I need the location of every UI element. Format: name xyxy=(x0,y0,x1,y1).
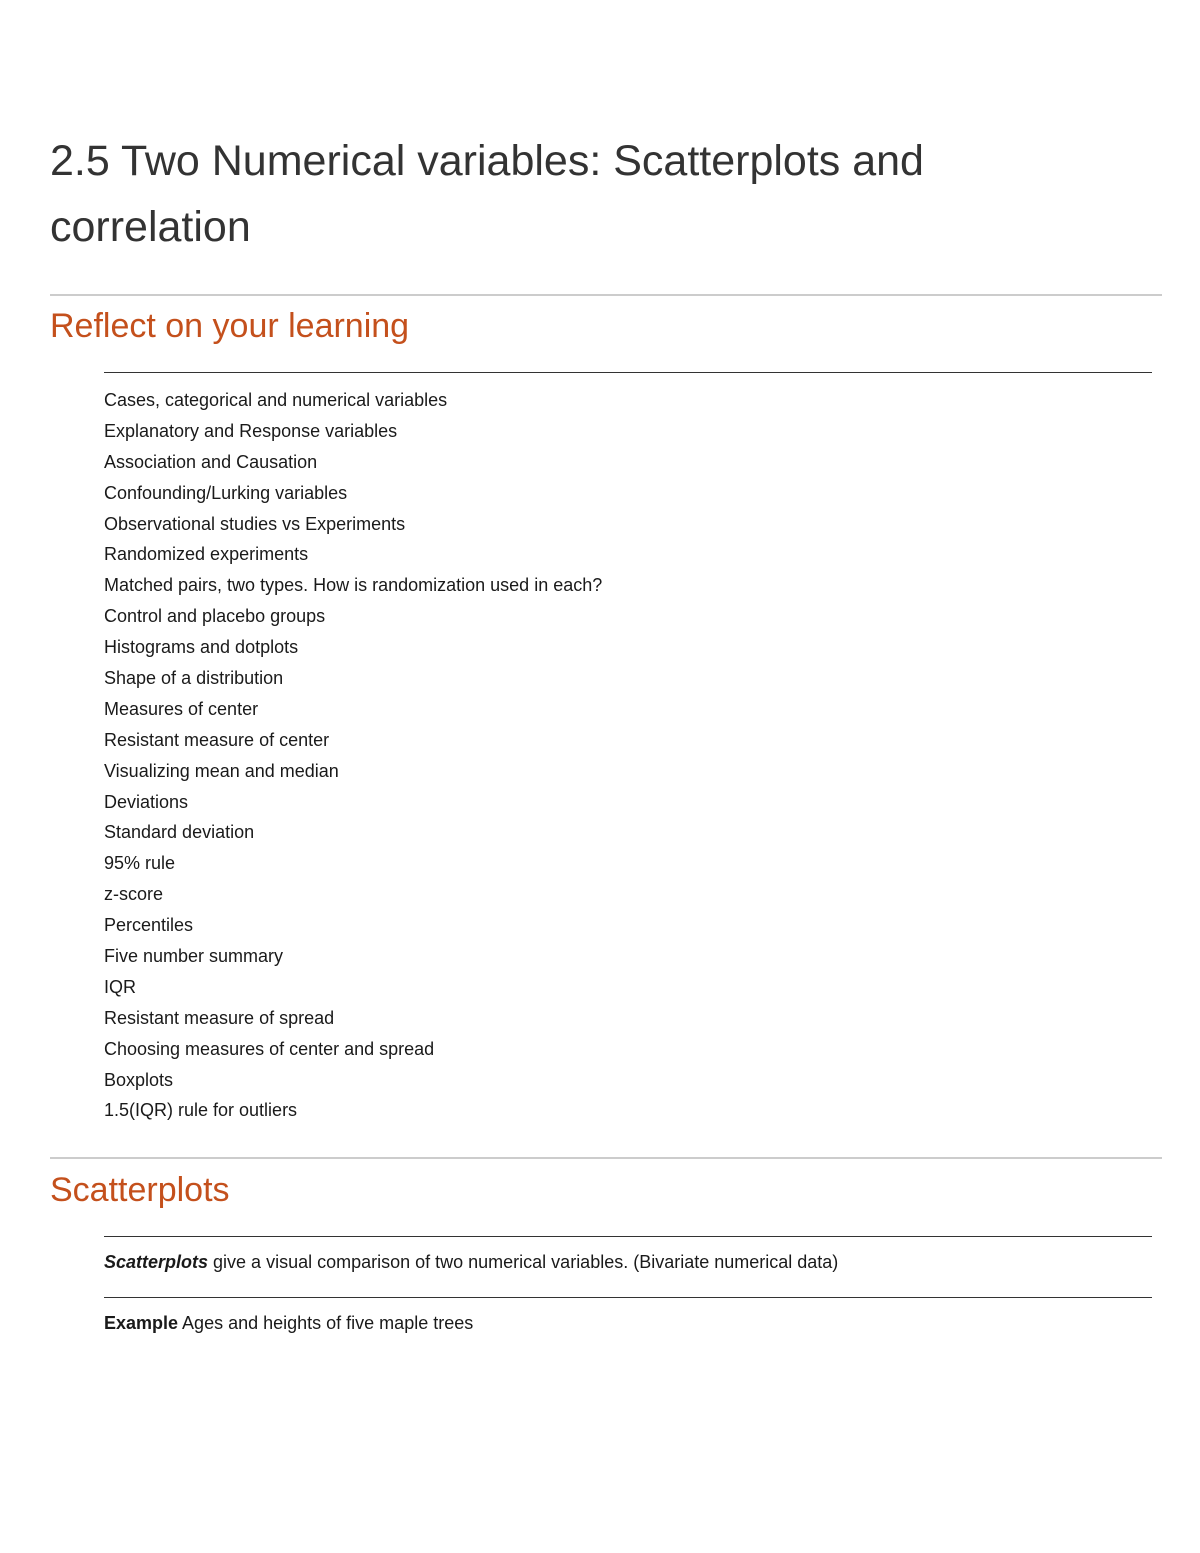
topic-item: 95% rule xyxy=(104,853,176,874)
topic-item: Matched pairs, two types. How is randomization used in each? xyxy=(104,575,603,596)
topic-item: Cases, categorical and numerical variables xyxy=(104,390,448,410)
topic-item: Percentiles xyxy=(104,915,194,936)
reflect-rule xyxy=(104,372,1152,373)
definition-term: Scatterplots xyxy=(104,1252,209,1272)
topic-item: Control and placebo groups xyxy=(104,606,326,627)
topic-item: Boxplots xyxy=(104,1069,174,1090)
topic-item: Explanatory and Response variables xyxy=(104,420,398,441)
reflect-topic-list xyxy=(104,385,602,1126)
topic-item: Choosing measures of center and spread xyxy=(104,1038,435,1059)
topic-item: Histograms and dotplots xyxy=(104,637,299,658)
example-paragraph xyxy=(104,1310,473,1336)
topic-item: Shape of a distribution xyxy=(104,668,284,689)
topic-item: z-score xyxy=(104,884,164,905)
topic-item: Confounding/Lurking variables xyxy=(104,482,348,503)
topic-item: Randomized experiments xyxy=(104,544,309,565)
example-label: Example xyxy=(104,1313,179,1333)
reflect-heading: Reflect on your learning xyxy=(50,307,410,345)
topic-item: 1.5(IQR) rule for outliers xyxy=(104,1100,298,1121)
scatterplots-rule xyxy=(104,1236,1152,1237)
topic-item: Association and Causation xyxy=(104,451,318,472)
example-rule xyxy=(104,1297,1152,1298)
topic-item: Deviations xyxy=(104,791,189,812)
section-divider xyxy=(50,1157,1162,1159)
topic-item: Five number summary xyxy=(104,946,284,967)
topic-item: Standard deviation xyxy=(104,822,255,843)
scatterplots-heading: Scatterplots xyxy=(50,1171,230,1209)
topic-item: IQR xyxy=(104,976,137,997)
example-text: Ages and heights of five maple trees xyxy=(178,1313,474,1333)
topic-item: Resistant measure of center xyxy=(104,729,330,750)
scatterplots-definition xyxy=(104,1249,838,1275)
topic-item: Observational studies vs Experiments xyxy=(104,513,406,534)
definition-text: give a visual comparison of two numerical variables. (Bivariate numerical data) xyxy=(208,1252,839,1272)
topic-item: Measures of center xyxy=(104,698,259,719)
page-title: 2.5 Two Numerical variables: Scatterplots and correlation xyxy=(50,137,924,251)
section-divider xyxy=(50,294,1162,296)
topic-item: Visualizing mean and median xyxy=(104,760,339,781)
topic-item: Resistant measure of spread xyxy=(104,1007,335,1028)
